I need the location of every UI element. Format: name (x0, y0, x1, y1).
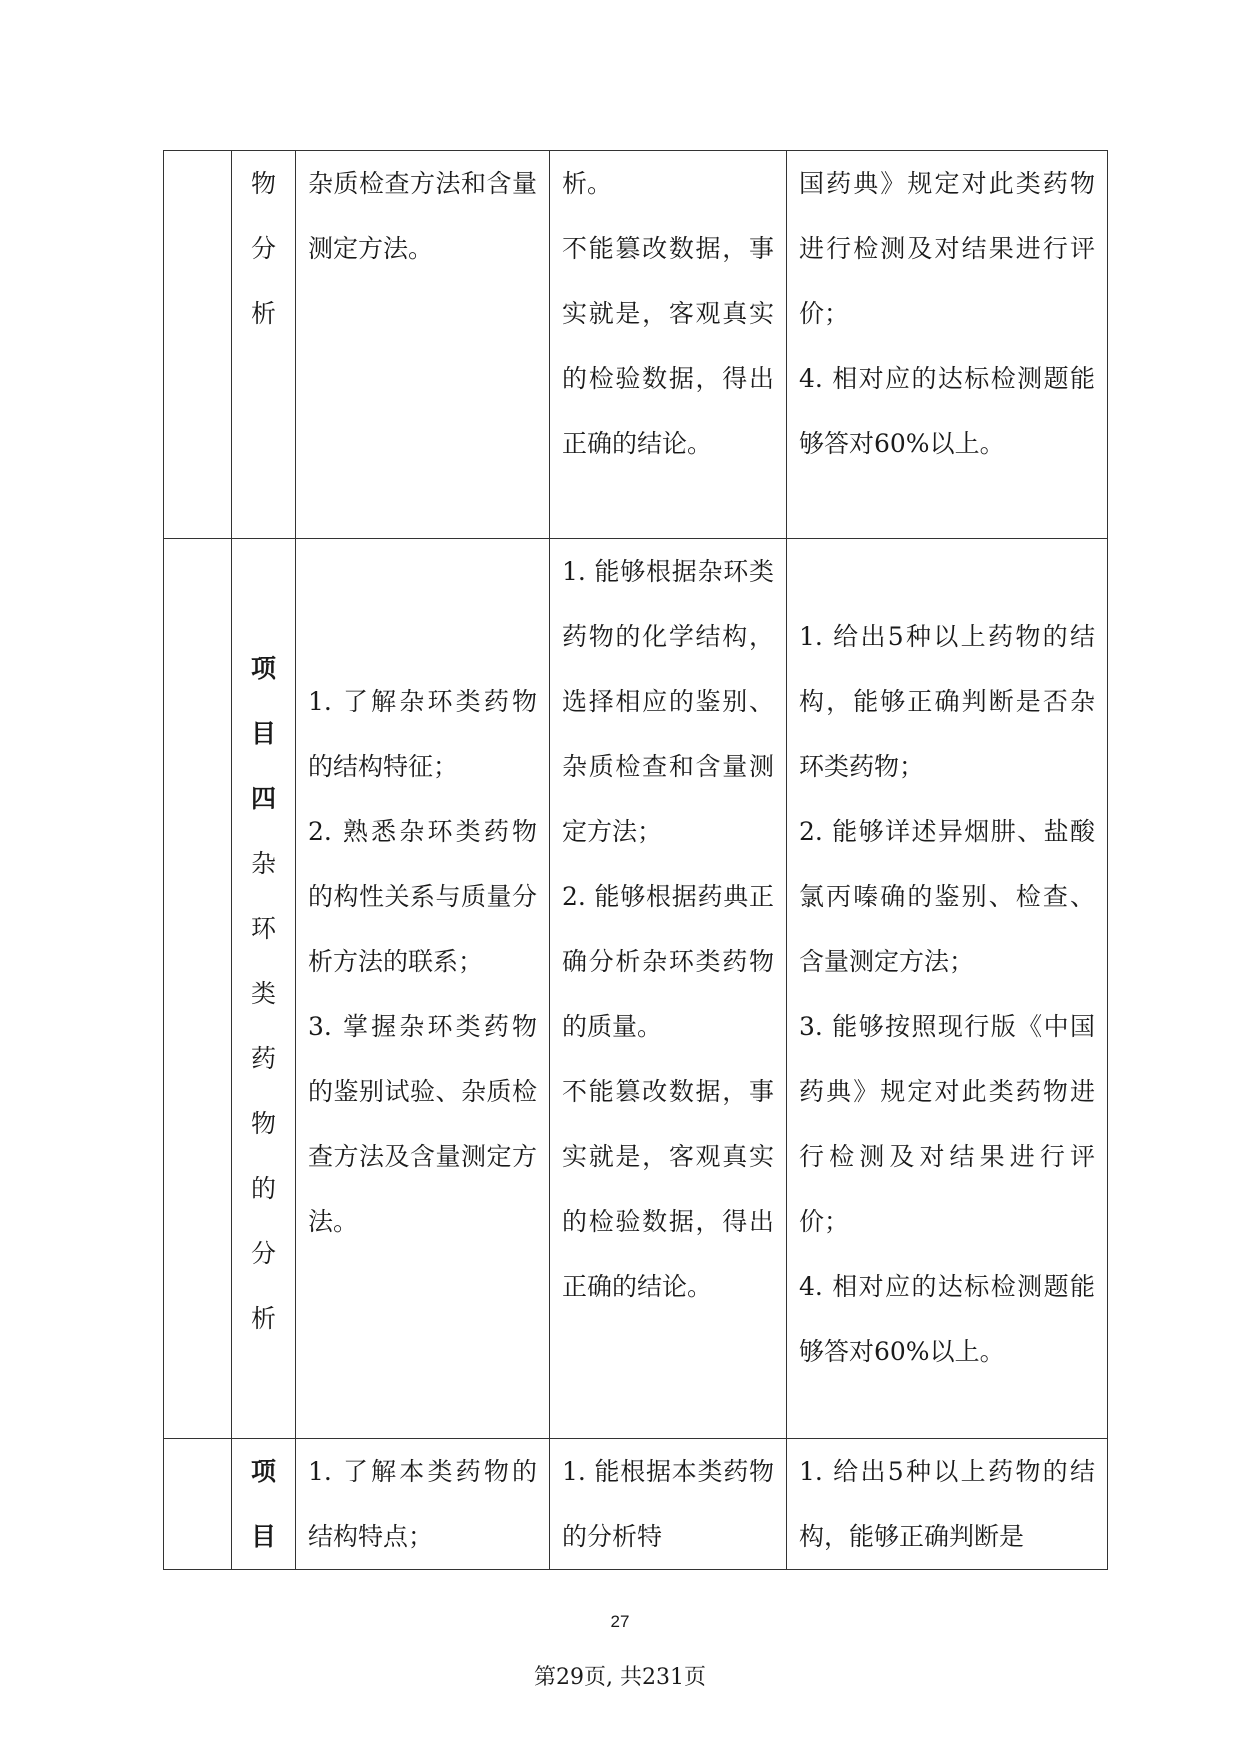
blank-column-cell (164, 151, 232, 539)
title-char: 析 (250, 299, 276, 328)
knowledge-cell: 1. 了解杂环类药物的结构特征； 2. 熟悉杂环类药物的构性关系与质量分析方法的联系； 3. 掌握杂环类药物的鉴别试验、杂质检查方法及含量测定方法。 (296, 539, 550, 1439)
title-char: 项 (250, 654, 276, 683)
title-char: 环 (250, 914, 276, 943)
title-char: 项 (250, 1457, 276, 1486)
curriculum-table (163, 150, 1108, 1570)
title-char: 物 (250, 1109, 276, 1138)
project-title-cell (232, 151, 296, 539)
title-char: 分 (250, 234, 276, 263)
project-title-cell (232, 539, 296, 1439)
title-char: 分 (250, 1239, 276, 1268)
title-char: 类 (250, 979, 276, 1008)
page-footer: 第29页, 共231页 (534, 1665, 706, 1690)
title-char: 析 (250, 1304, 276, 1333)
title-char: 目 (250, 719, 276, 748)
skills-cell: 1. 能够根据杂环类药物的化学结构，选择相应的鉴别、杂质检查和含量测定方法； 2. 能够根据药典正确分析杂环类药物的质量。 不能篡改数据，事实就是，客观真实的检验数据，得出正确的结论。 (550, 539, 787, 1439)
title-char: 的 (250, 1174, 276, 1203)
table-row (164, 151, 1108, 539)
project-title-cell (232, 1439, 296, 1570)
table-row (164, 539, 1108, 1439)
skills-cell: 1. 能根据本类药物的分析特 (550, 1439, 787, 1570)
page-number: 27 (610, 1612, 630, 1631)
blank-column-cell (164, 539, 232, 1439)
knowledge-cell: 1. 了解本类药物的结构特点； (296, 1439, 550, 1570)
knowledge-cell: 杂质检查方法和含量测定方法。 (296, 151, 550, 539)
blank-column-cell (164, 1439, 232, 1570)
standards-cell: 1. 给出5种以上药物的结构，能够正确判断是 (787, 1439, 1108, 1570)
standards-cell: 1. 给出5种以上药物的结构，能够正确判断是否杂环类药物； 2. 能够详述异烟肼、盐酸氯丙嗪确的鉴别、检查、含量测定方法； 3. 能够按照现行版《中国药典》规定对此类药物进行检测及对结果进行评价； 4. 相对应的达标检测题能够答对60%以上。 (787, 539, 1108, 1439)
title-char: 物 (250, 169, 276, 198)
title-char: 四 (250, 784, 276, 813)
title-char: 药 (250, 1044, 276, 1073)
skills-cell: 析。 不能篡改数据，事实就是，客观真实的检验数据，得出正确的结论。 (550, 151, 787, 539)
table-row (164, 1439, 1108, 1570)
standards-cell: 国药典》规定对此类药物进行检测及对结果进行评价； 4. 相对应的达标检测题能够答对60%以上。 (787, 151, 1108, 539)
title-char: 杂 (250, 849, 276, 878)
title-char: 目 (250, 1522, 276, 1551)
